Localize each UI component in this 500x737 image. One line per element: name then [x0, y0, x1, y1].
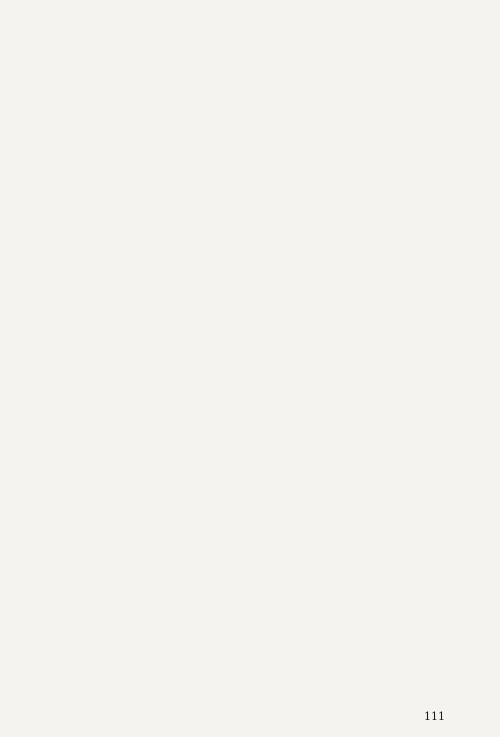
page-number: 111 — [424, 710, 445, 723]
